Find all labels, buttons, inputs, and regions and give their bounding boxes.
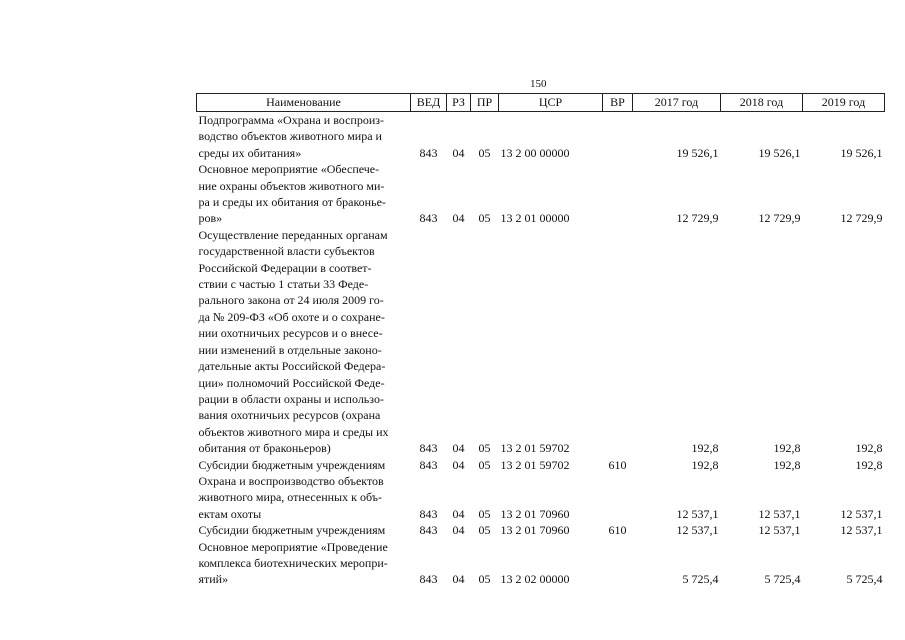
rz-cell: 04 [452,457,465,472]
amount-2019: 5 725,4 [846,572,883,587]
csr-cell: 13 2 01 00000 [500,211,570,226]
amount-2017: 12 537,1 [676,523,719,538]
row-name-line: ствии с частью 1 статьи 33 Феде- [198,277,369,292]
amount-2019: 192,8 [855,441,883,456]
row-name-line: рации в области охраны и использо- [198,391,384,406]
pr-cell: 05 [478,523,491,538]
pr-cell: 05 [478,572,491,587]
header-ved: ВЕД [411,94,447,112]
amount-2017: 12 537,1 [676,506,719,521]
header-2019: 2019 год [803,94,885,112]
page-number: 150 [530,78,547,90]
row-name-line: ров» [198,211,223,226]
vr-cell [603,473,633,522]
pr-cell: 05 [478,211,491,226]
table-row [197,227,885,457]
pr-cell: 05 [478,145,491,160]
row-name-line: Осуществление переданных органам [198,227,388,242]
vr-cell [603,227,633,457]
row-name-line: водство объектов животного мира и [198,129,382,144]
csr-cell: 13 2 01 70960 [500,506,570,521]
row-name-line: животного мира, отнесенных к объ- [198,490,382,505]
row-name-line: нии охотничьих ресурсов и о внесе- [198,326,383,341]
table-header-row [197,94,885,112]
amount-2017: 192,8 [691,441,719,456]
ved-cell: 843 [419,441,438,456]
row-name-line: да № 209-ФЗ «Об охоте и о сохране- [198,309,385,324]
amount-2019: 12 537,1 [840,506,883,521]
row-name-line: Основное мероприятие «Обеспече- [198,162,380,177]
amount-2018: 12 729,9 [758,211,801,226]
vr-cell: 610 [608,457,627,472]
row-name-line: Субсидии бюджетным учреждениям [198,523,386,538]
row-name-line: комплекса биотехнических меропри- [198,555,388,570]
row-name-line: среды их обитания» [198,145,302,160]
row-name-line: ра и среды их обитания от браконье- [198,195,386,210]
rz-cell: 04 [452,523,465,538]
csr-cell: 13 2 01 70960 [500,523,570,538]
ved-cell: 843 [419,211,438,226]
amount-2018: 12 537,1 [758,523,801,538]
pr-cell: 05 [478,441,491,456]
pr-cell: 05 [478,506,491,521]
table-row [197,161,885,227]
table-row [197,457,885,473]
rz-cell: 04 [452,572,465,587]
row-name-line: Российской Федерации в соответ- [198,260,372,275]
row-name [197,457,411,473]
amount-2017: 12 729,9 [676,211,719,226]
header-2017: 2017 год [633,94,721,112]
header-name: Наименование [197,94,411,112]
row-name [197,522,411,538]
row-name-line: дательные акты Российской Федера- [198,359,386,374]
row-name-line: государственной власти субъектов [198,244,375,259]
amount-2018: 192,8 [773,441,801,456]
amount-2018: 5 725,4 [764,572,801,587]
rz-cell: 04 [452,441,465,456]
vr-cell: 610 [608,523,627,538]
header-rz: РЗ [447,94,471,112]
rz-cell: 04 [452,145,465,160]
row-name-line: вания охотничьих ресурсов (охрана [198,408,381,423]
rz-cell: 04 [452,506,465,521]
row-name-line: ции» полномочий Российской Феде- [198,375,385,390]
amount-2019: 12 729,9 [840,211,883,226]
amount-2017: 19 526,1 [676,145,719,160]
row-name-line: ние охраны объектов животного ми- [198,178,385,193]
row-name-line: обитания от браконьеров) [198,441,331,456]
ved-cell: 843 [419,145,438,160]
pr-cell: 05 [478,457,491,472]
row-name-line: ектам охоты [198,506,262,521]
ved-cell: 843 [419,572,438,587]
amount-2017: 192,8 [691,457,719,472]
csr-cell: 13 2 02 00000 [500,572,570,587]
ved-cell: 843 [419,457,438,472]
ved-cell: 843 [419,506,438,521]
amount-2018: 12 537,1 [758,506,801,521]
amount-2019: 192,8 [855,457,883,472]
header-2018: 2018 год [721,94,803,112]
table-row [197,112,885,162]
header-csr: ЦСР [499,94,603,112]
row-name-line: Охрана и воспроизводство объектов [198,473,384,488]
row-name-line: Субсидии бюджетным учреждениям [198,457,386,472]
vr-cell [603,161,633,227]
header-pr: ПР [471,94,499,112]
rz-cell: 04 [452,211,465,226]
row-name [197,227,411,457]
row-name [197,161,411,227]
row-name [197,112,411,162]
header-vr: ВР [603,94,633,112]
csr-cell: 13 2 01 59702 [500,441,570,456]
amount-2018: 192,8 [773,457,801,472]
row-name-line: Подпрограмма «Охрана и воспроиз- [198,113,384,127]
row-name [197,539,411,588]
amount-2019: 19 526,1 [840,145,883,160]
amount-2017: 5 725,4 [682,572,719,587]
table-row [197,539,885,588]
row-name-line: ятий» [198,572,229,587]
ved-cell: 843 [419,523,438,538]
budget-table [196,93,885,588]
row-name-line: объектов животного мира и среды их [198,424,389,439]
csr-cell: 13 2 01 59702 [500,457,570,472]
row-name-line: рального закона от 24 июля 2009 го- [198,293,384,308]
amount-2018: 19 526,1 [758,145,801,160]
vr-cell [603,112,633,162]
amount-2019: 12 537,1 [840,523,883,538]
table-row [197,522,885,538]
row-name-line: нии изменений в отдельные законо- [198,342,382,357]
table-row [197,473,885,522]
row-name-line: Основное мероприятие «Проведение [198,539,388,554]
row-name [197,473,411,522]
vr-cell [603,539,633,588]
csr-cell: 13 2 00 00000 [500,145,570,160]
